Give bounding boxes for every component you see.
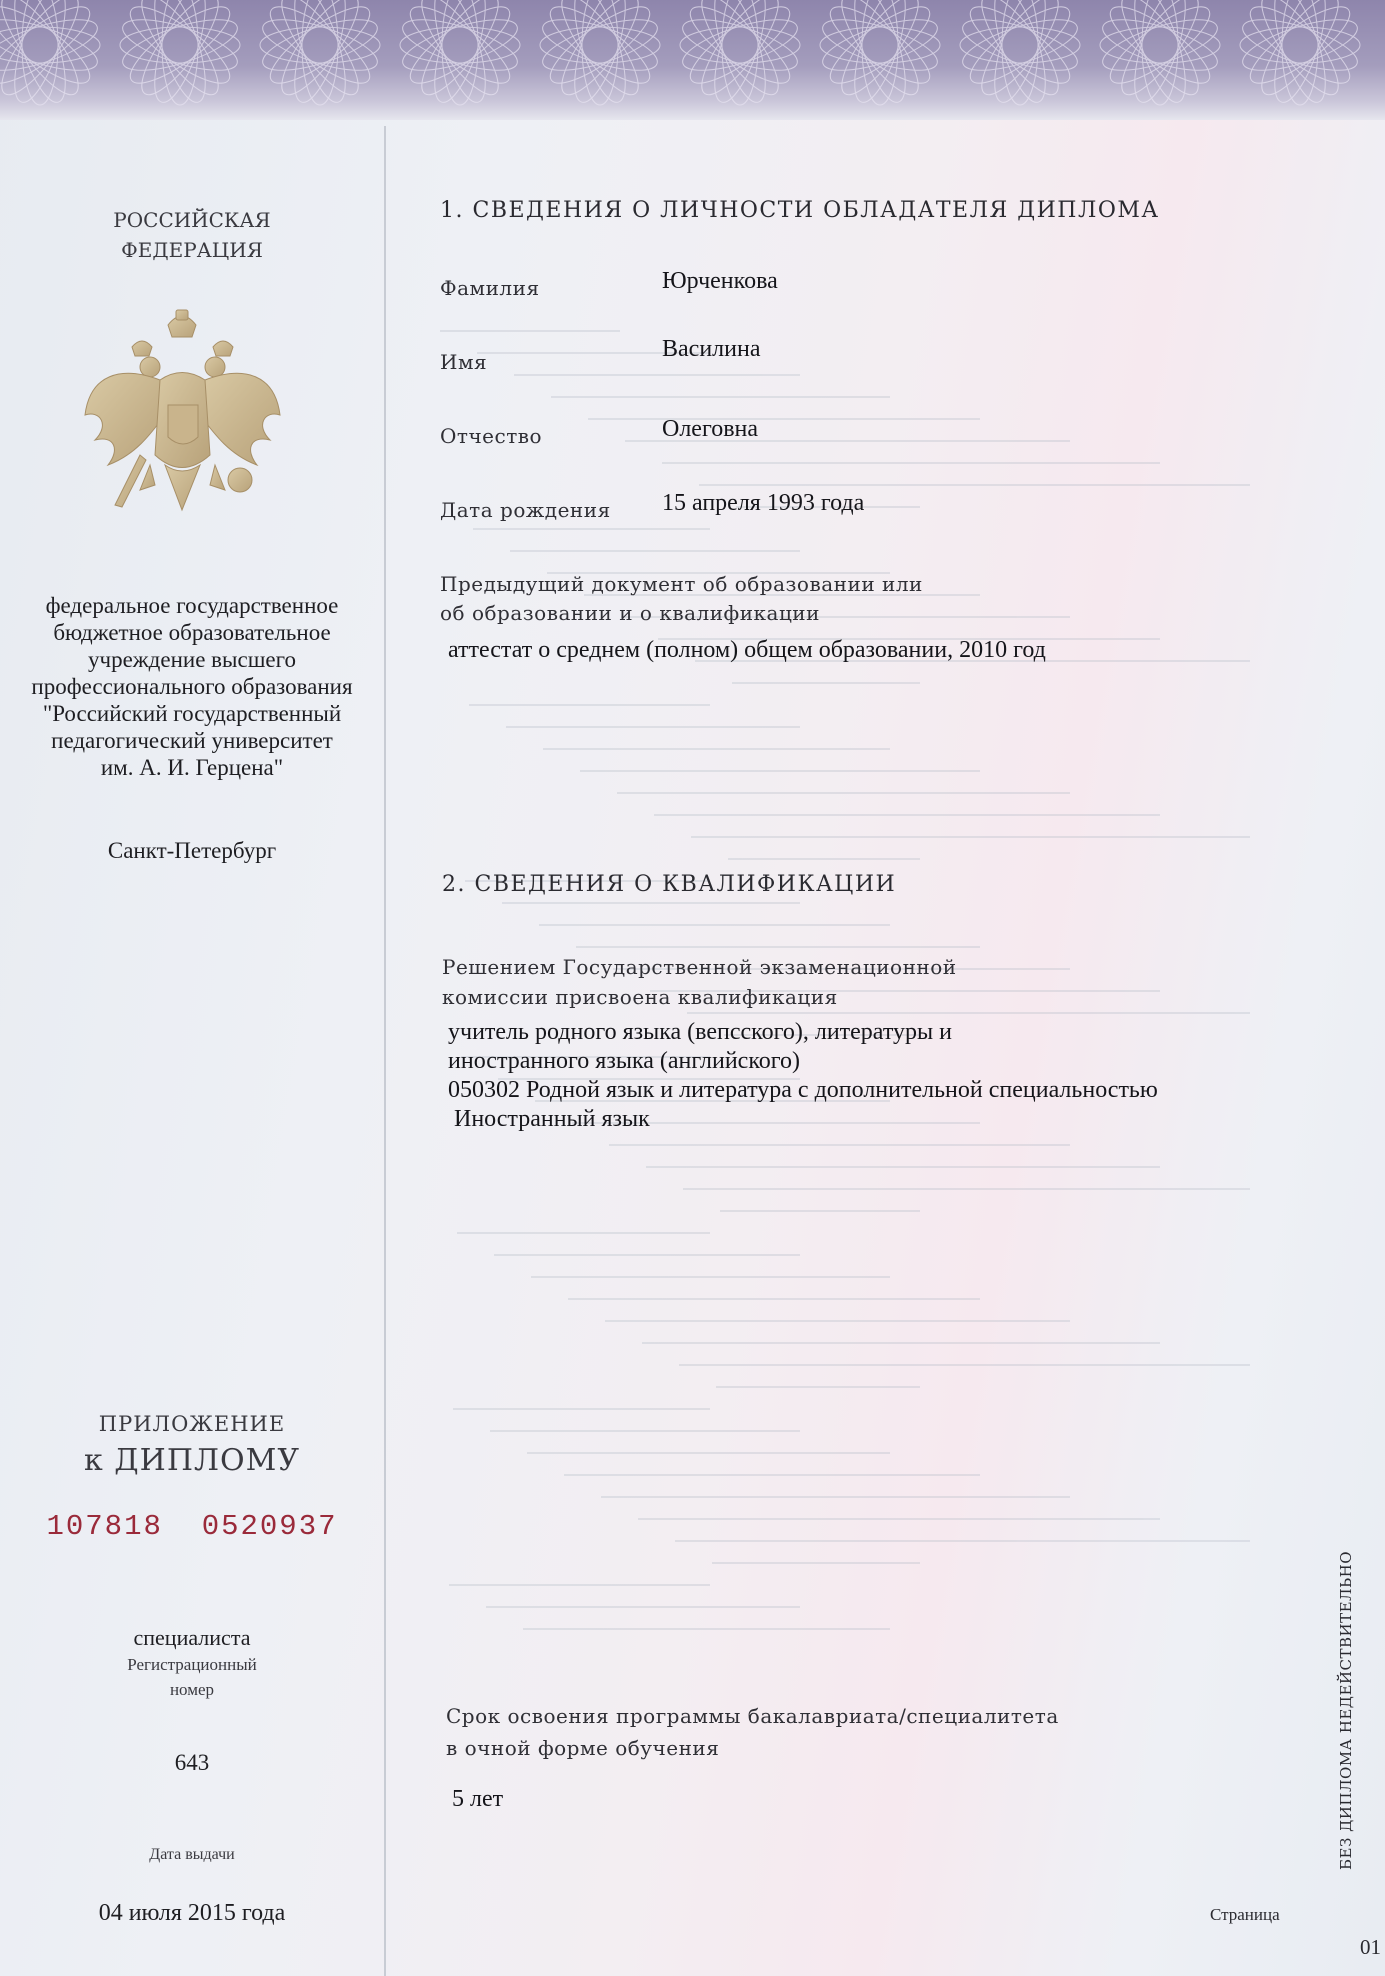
guilloche-loop <box>1101 0 1219 95</box>
watermark-line <box>732 682 920 684</box>
column-divider <box>384 126 386 1976</box>
watermark-line <box>691 836 1250 838</box>
guilloche-loop <box>121 0 239 95</box>
watermark-line <box>646 1166 1160 1168</box>
watermark-line <box>494 1254 800 1256</box>
guilloche-loop <box>401 0 519 95</box>
commission-decision-label <box>442 952 957 1012</box>
watermark-line <box>720 1210 920 1212</box>
watermark-line <box>440 330 620 332</box>
guilloche-loop <box>121 0 239 95</box>
guilloche-loop <box>0 0 90 104</box>
qualification-value <box>448 1018 1158 1134</box>
institution-line: учреждение высшего <box>88 647 296 672</box>
appendix-title: ПРИЛОЖЕНИЕ <box>98 1412 286 1436</box>
watermark-line <box>523 1628 890 1630</box>
watermark-line <box>728 858 920 860</box>
watermark-line <box>527 1452 890 1454</box>
watermark-line <box>605 1320 1070 1322</box>
watermark-line <box>675 1540 1250 1542</box>
previous-document-label <box>440 570 923 628</box>
registration-label-line: номер <box>169 1680 215 1699</box>
section-qualification-title: 2. СВЕДЕНИЯ О КВАЛИФИКАЦИИ <box>442 872 897 897</box>
institution-line: бюджетное образовательное <box>53 620 331 645</box>
degree-level: специалиста <box>133 1625 251 1650</box>
watermark-line <box>716 1386 920 1388</box>
study-term-label <box>446 1700 1059 1764</box>
watermark-line <box>551 396 890 398</box>
watermark-line <box>638 1518 1160 1520</box>
guilloche-loop <box>821 0 939 95</box>
coat-of-arms-emblem <box>80 305 285 530</box>
watermark-line <box>687 1012 1250 1014</box>
guilloche-loop <box>961 0 1079 95</box>
watermark-line <box>449 1584 710 1586</box>
page-label: Страница <box>1210 1905 1280 1924</box>
first-name-value: Василина <box>662 336 761 362</box>
institution-line: педагогический университет <box>51 728 333 753</box>
watermark-line <box>531 1276 890 1278</box>
qualification-line: 050302 Родной язык и литература с дополнительной специальностью <box>448 1077 1158 1103</box>
qualification-line: Иностранный язык <box>454 1106 650 1132</box>
watermark-line <box>510 550 800 552</box>
guilloche-loop <box>401 0 519 95</box>
guilloche-loop <box>681 0 799 95</box>
watermark-line <box>617 792 1070 794</box>
guilloche-loop <box>961 0 1079 95</box>
guilloche-loop <box>681 0 799 95</box>
institution-name <box>0 592 384 781</box>
study-term-label-line: в очной форме обучения <box>446 1736 720 1760</box>
guilloche-loop <box>1241 0 1359 95</box>
watermark-line <box>564 1474 980 1476</box>
birth-date-label: Дата рождения <box>440 498 611 522</box>
guilloche-loop <box>1101 0 1219 95</box>
watermark-line <box>457 1232 710 1234</box>
patronymic-label: Отчество <box>440 424 543 448</box>
watermark-line <box>654 814 1160 816</box>
page-number: 01 <box>1360 1935 1381 1959</box>
watermark-line <box>543 748 890 750</box>
previous-document-label-line: об образовании и о квалификации <box>440 601 820 625</box>
city: Санкт-Петербург <box>107 838 277 863</box>
watermark-line <box>469 704 710 706</box>
guilloche-loop <box>1241 0 1359 95</box>
guilloche-loop <box>261 0 379 95</box>
country-line-1: РОССИЙСКАЯ <box>113 208 271 232</box>
issue-date-label: Дата выдачи <box>149 1846 235 1863</box>
previous-document-label-line: Предыдущий документ об образовании или <box>440 572 923 596</box>
institution-line: им. А. И. Герцена" <box>100 755 284 780</box>
previous-document-value: аттестат о среднем (полном) общем образовании, 2010 год <box>448 637 1046 663</box>
serial-number: 107818 0520937 <box>46 1510 338 1543</box>
institution-line: федеральное государственное <box>45 593 339 618</box>
watermark-line <box>642 1342 1160 1344</box>
watermark-line <box>601 1496 1070 1498</box>
watermark-line <box>473 528 710 530</box>
watermark-line <box>588 418 980 420</box>
appendix-subtitle: к ДИПЛОМУ <box>83 1443 301 1478</box>
country-name <box>0 205 384 265</box>
first-name-label: Имя <box>440 350 488 374</box>
study-term-value: 5 лет <box>452 1786 504 1812</box>
watermark-line <box>514 374 800 376</box>
watermark-line <box>486 1606 800 1608</box>
qualification-line: учитель родного языка (вепсского), литературы и <box>448 1019 952 1045</box>
watermark-line <box>502 902 800 904</box>
watermark-line <box>712 1562 920 1564</box>
guilloche-loop <box>541 0 659 95</box>
surname-value: Юрченкова <box>662 268 778 294</box>
institution-line: "Российский государственный <box>42 701 342 726</box>
birth-date-value: 15 апреля 1993 года <box>662 490 865 516</box>
watermark-line <box>683 1188 1250 1190</box>
watermark-line <box>679 1364 1250 1366</box>
section-personal-info-title: 1. СВЕДЕНИЯ О ЛИЧНОСТИ ОБЛАДАТЕЛЯ ДИПЛОМА <box>440 198 1160 223</box>
study-term-label-line: Срок освоения программы бакалавриата/специалитета <box>446 1704 1059 1728</box>
commission-decision-line: Решением Государственной экзаменационной <box>442 955 957 979</box>
surname-label: Фамилия <box>440 276 540 300</box>
registration-label <box>0 1652 384 1702</box>
country-line-2: ФЕДЕРАЦИЯ <box>121 238 263 262</box>
guilloche-loop <box>261 0 379 95</box>
side-note-text: БЕЗ ДИПЛОМА НЕДЕЙСТВИТЕЛЬНО <box>1337 1550 1355 1870</box>
institution-line: профессионального образования <box>31 674 353 699</box>
guilloche-loop <box>821 0 939 95</box>
watermark-line <box>609 1144 1070 1146</box>
registration-label-line: Регистрационный <box>127 1655 257 1674</box>
watermark-line <box>506 726 800 728</box>
qualification-line: иностранного языка (английского) <box>448 1048 801 1074</box>
watermark-line <box>662 462 1160 464</box>
watermark-line <box>539 924 890 926</box>
side-note <box>1335 1530 1365 1870</box>
issue-date: 04 июля 2015 года <box>98 1900 286 1926</box>
guilloche-border <box>0 0 1385 120</box>
guilloche-loop <box>541 0 659 95</box>
commission-decision-line: комиссии присвоена квалификация <box>442 985 838 1009</box>
watermark-line <box>453 1408 710 1410</box>
watermark-line <box>490 1430 800 1432</box>
patronymic-value: Олеговна <box>662 416 759 442</box>
watermark-line <box>699 484 1250 486</box>
watermark-line <box>576 946 980 948</box>
watermark-line <box>568 1298 980 1300</box>
watermark-line <box>580 770 980 772</box>
guilloche-loop <box>0 27 100 63</box>
registration-number: 643 <box>174 1750 210 1775</box>
